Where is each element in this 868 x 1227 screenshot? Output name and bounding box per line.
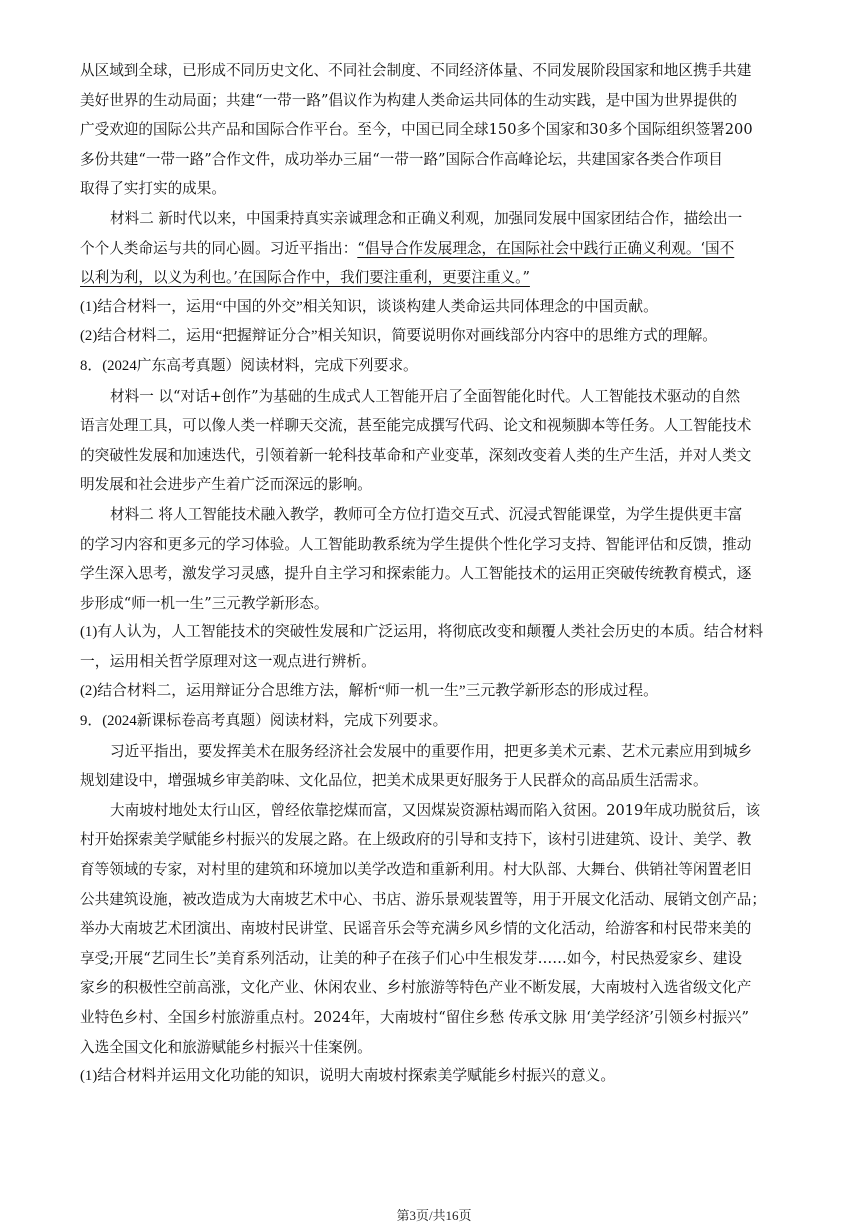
- subquestion: (2)结合材料二，运用辩证分合思维方法，解析“师一机一生”三元教学新形态的形成过程。: [80, 683, 658, 700]
- document-body: [80, 56, 792, 1092]
- text-line: 村开始探索美学赋能乡村振兴的发展之路。在上级政府的引导和支持下，该村引进建筑、设计、美学、教: [80, 831, 752, 849]
- text-line: 规划建设中，增强城乡审美韵味、文化品位，把美术成果更好服务于人民群众的高品质生活需求。: [80, 772, 708, 790]
- text-line: 广受欢迎的国际公共产品和国际合作平台。至今，中国已同全球150多个国家和30多个国际组织签署200: [80, 121, 753, 139]
- question-8: [80, 352, 792, 707]
- text-line: 育等领域的专家，对村里的建筑和环境加以美学改造和重新利用。村大队部、大舞台、供销社等闲置老旧: [80, 861, 752, 879]
- question-header: 8．(2024广东高考真题）阅读材料，完成下列要求。: [80, 357, 418, 374]
- subquestion: (1)结合材料一，运用“中国的外交”相关知识，谈谈构建人类命运共同体理念的中国贡献。: [80, 298, 658, 315]
- page-footer: 第3页/共16页: [396, 1208, 472, 1223]
- underlined-quote: 以利为利，以义为利也。’在国际合作中，我们要注重利，更要注重义。”: [80, 269, 530, 287]
- text-line: 材料一 以“对话+创作”为基础的生成式人工智能开启了全面智能化时代。人工智能技术驱动的自然: [110, 387, 741, 405]
- text-line: 多份共建“一带一路”合作文件，成功举办三届“一带一路”国际合作高峰论坛，共建国家各类合作项目: [80, 150, 723, 168]
- text-line: 家乡的积极性空前高涨，文化产业、休闲农业、乡村旅游等特色产业不断发展，大南坡村入选省级文化产: [80, 979, 752, 997]
- text-line: 取得了实打实的成果。: [80, 180, 226, 198]
- text-line: 语言处理工具，可以像人类一样聊天交流，甚至能完成撰写代码、论文和视频脚本等任务。人工智能技术: [80, 417, 752, 435]
- text-line: 材料二 将人工智能技术融入教学，教师可全方位打造交互式、沉浸式智能课堂，为学生提供更丰富: [110, 505, 743, 523]
- text-line: 公共建筑设施，被改造成为大南坡艺术中心、书店、游乐景观装置等，用于开展文化活动、展销文创产品；: [80, 890, 766, 908]
- text-line: 业特色乡村、全国乡村旅游重点村。2024年，大南坡村“留住乡愁 传承文脉 用‘美学经济’引领乡村振兴”: [80, 1009, 749, 1026]
- text-line: 明发展和社会进步产生着广泛而深远的影响。: [80, 476, 372, 494]
- text-line: [80, 263, 792, 293]
- underlined-quote: “倡导合作发展理念，在国际社会中践行正确义利观。‘国不: [357, 239, 735, 257]
- text-line: 从区域到全球，已形成不同历史文化、不同社会制度、不同经济体量、不同发展阶段国家和地区携手共建: [80, 62, 752, 79]
- subquestion: (1)有人认为，人工智能技术的突破性发展和广泛运用，将彻底改变和颠覆人类社会历史的本质。结合材料: [80, 624, 764, 641]
- text-line: 享受;开展“艺同生长”美育系列活动，让美的种子在孩子们心中生根发芽……如今，村民热爱家乡、建设: [80, 949, 742, 967]
- text-line: 步形成“师一机一生”三元教学新形态。: [80, 594, 329, 612]
- text-line: 的突破性发展和加速迭代，引领着新一轮科技革命和产业变革，深刻改变着人类的生产生活，并对人类文: [80, 446, 752, 464]
- text-line: 大南坡村地处太行山区，曾经依靠挖煤而富，又因煤炭资源枯竭而陷入贫困。2019年成功脱贫后，该: [110, 801, 761, 819]
- subquestion: (2)结合材料二，运用“把握辩证分合”相关知识，简要说明你对画线部分内容中的思维方式的理解。: [80, 328, 718, 345]
- subquestion: (1)结合材料并运用文化功能的知识，说明大南坡村探索美学赋能乡村振兴的意义。: [80, 1068, 616, 1085]
- text-line: 学生深入思考，激发学习灵感，提升自主学习和探索能力。人工智能技术的运用正突破传统教育模式，逐: [80, 565, 752, 583]
- q7-subquestions: [80, 293, 792, 352]
- question-header: 9．(2024新课标卷高考真题）阅读材料，完成下列要求。: [80, 713, 448, 730]
- text-line: 美好世界的生动局面；共建“一带一路”倡议作为构建人类命运共同体的生动实践，是中国为世界提供的: [80, 91, 738, 109]
- q7-material2: [80, 204, 792, 293]
- text-line: 的学习内容和更多元的学习体验。人工智能助教系统为学生提供个性化学习支持、智能评估和反馈，推动: [80, 535, 752, 553]
- text-span: 个个人类命运与共的同心圆。习近平指出：: [80, 239, 358, 257]
- text-line: 习近平指出，要发挥美术在服务经济社会发展中的重要作用，把更多美术元素、艺术元素应用到城乡: [110, 742, 753, 760]
- material1-continuation: [80, 56, 792, 204]
- question-9: [80, 707, 792, 1092]
- text-line: 举办大南坡艺术团演出、南坡村民讲堂、民谣音乐会等充满乡风乡情的文化活动，给游客和村民带来美的: [80, 920, 752, 938]
- subquestion: 一，运用相关哲学原理对这一观点进行辨析。: [80, 653, 376, 670]
- text-line: 材料二 新时代以来，中国秉持真实亲诚理念和正确义利观，加强同发展中国家团结合作，描绘出一: [110, 209, 743, 227]
- text-line: [80, 234, 792, 264]
- text-line: 入选全国文化和旅游赋能乡村振兴十佳案例。: [80, 1038, 372, 1056]
